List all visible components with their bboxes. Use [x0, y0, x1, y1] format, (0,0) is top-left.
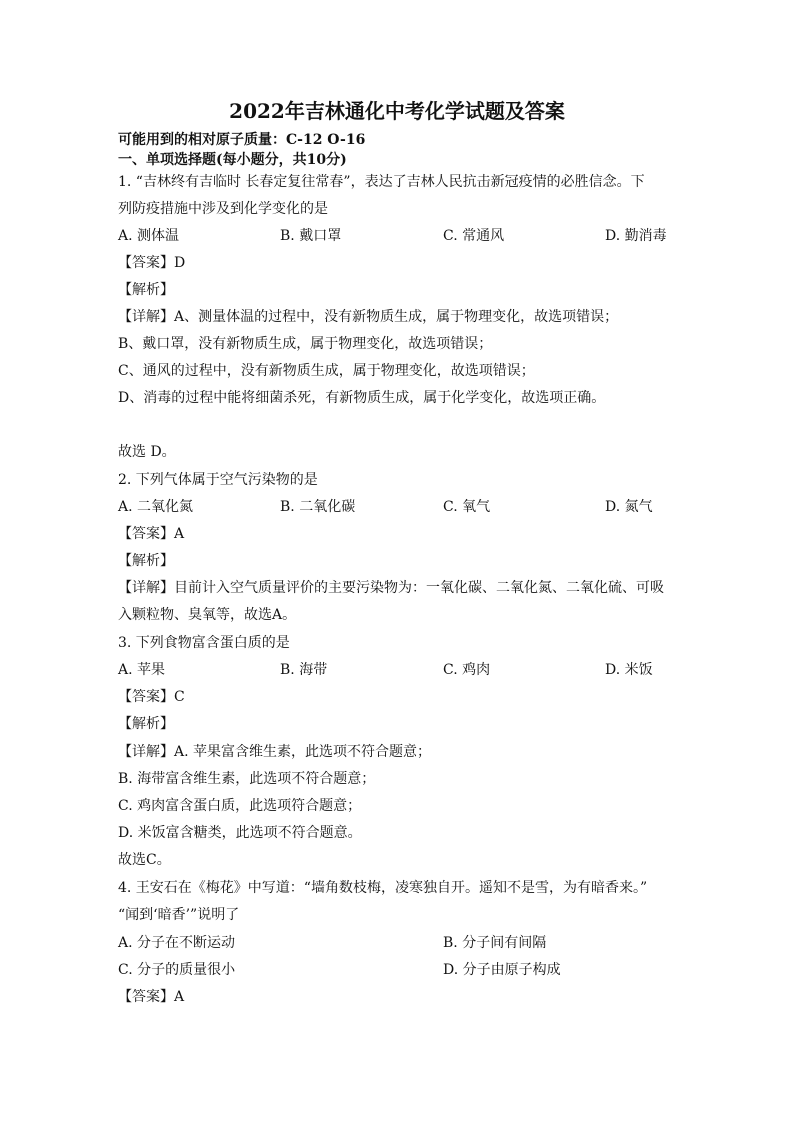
q4-stem-line-1: 4. 王安石在《梅花》中写道：“墙角数枝梅，凌寒独自开。遥知不是雪，为有暗香来。”	[118, 880, 648, 896]
q2-stem: 2. 下列气体属于空气污染物的是	[118, 472, 318, 488]
q1-detail-line-3: C、通风的过程中，没有新物质生成，属于物理变化，故选项错误；	[118, 363, 535, 379]
q4-option-c: C. 分子的质量很小	[118, 962, 236, 978]
q3-conclusion: 故选C。	[118, 852, 171, 868]
q3-stem: 3. 下列食物富含蛋白质的是	[118, 635, 290, 651]
q3-option-b: B. 海带	[280, 662, 328, 678]
q2-analysis-label: 【解析】	[118, 553, 174, 569]
q1-detail-line-4: D、消毒的过程中能将细菌杀死，有新物质生成，属于化学变化，故选项正确。	[118, 390, 606, 406]
q2-option-d: D. 氮气	[605, 499, 653, 515]
q3-answer: 【答案】C	[118, 689, 185, 705]
q2-option-b: B. 二氧化碳	[280, 499, 356, 515]
q4-option-d: D. 分子由原子构成	[443, 962, 561, 978]
q1-option-c: C. 常通风	[443, 228, 505, 244]
q2-detail-line-1: 【详解】目前计入空气质量评价的主要污染物为：一氧化碳、二氧化氮、二氧化硫、可吸	[118, 580, 664, 596]
q1-stem-line-2: 列防疫措施中涉及到化学变化的是	[118, 201, 328, 217]
q2-option-a: A. 二氧化氮	[118, 499, 194, 515]
q4-answer: 【答案】A	[118, 989, 185, 1005]
q3-detail-line-2: B. 海带富含维生素，此选项不符合题意；	[118, 771, 376, 787]
q1-option-a: A. 测体温	[118, 228, 180, 244]
q4-option-a: A. 分子在不断运动	[118, 935, 236, 951]
q2-detail-line-2: 入颗粒物、臭氧等，故选A。	[118, 607, 297, 623]
q1-answer: 【答案】D	[118, 255, 186, 271]
q3-option-a: A. 苹果	[118, 662, 166, 678]
q3-option-d: D. 米饭	[605, 662, 653, 678]
section-heading: 一、单项选择题(每小题分，共10分)	[118, 152, 347, 168]
q1-conclusion: 故选 D。	[118, 444, 176, 460]
q1-option-b: B. 戴口罩	[280, 228, 342, 244]
q3-detail-line-3: C. 鸡肉富含蛋白质，此选项符合题意；	[118, 798, 362, 814]
q1-option-d: D. 勤消毒	[605, 228, 667, 244]
q4-option-b: B. 分子间有间隔	[443, 935, 547, 951]
q3-option-c: C. 鸡肉	[443, 662, 491, 678]
q4-stem-line-2: “闻到‘暗香’”说明了	[118, 907, 240, 923]
q2-option-c: C. 氧气	[443, 499, 491, 515]
q3-detail-line-4: D. 米饭富含糖类，此选项不符合题意。	[118, 825, 362, 841]
q3-analysis-label: 【解析】	[118, 716, 174, 732]
q3-detail-line-1: 【详解】A. 苹果富含维生素，此选项不符合题意；	[118, 744, 432, 760]
atomic-mass-note: 可能用到的相对原子质量：C-12 O-16	[118, 132, 366, 148]
q1-detail-line-1: 【详解】A、测量体温的过程中，没有新物质生成，属于物理变化，故选项错误；	[118, 309, 619, 325]
q1-analysis-label: 【解析】	[118, 282, 174, 298]
q2-answer: 【答案】A	[118, 526, 185, 542]
q1-stem-line-1: 1. “吉林终有吉临时 长春定复往常春”，表达了吉林人民抗击新冠疫情的必胜信念。下	[118, 174, 645, 190]
q1-detail-line-2: B、戴口罩，没有新物质生成，属于物理变化，故选项错误；	[118, 336, 493, 352]
document-title: 2022年吉林通化中考化学试题及答案	[229, 99, 565, 123]
